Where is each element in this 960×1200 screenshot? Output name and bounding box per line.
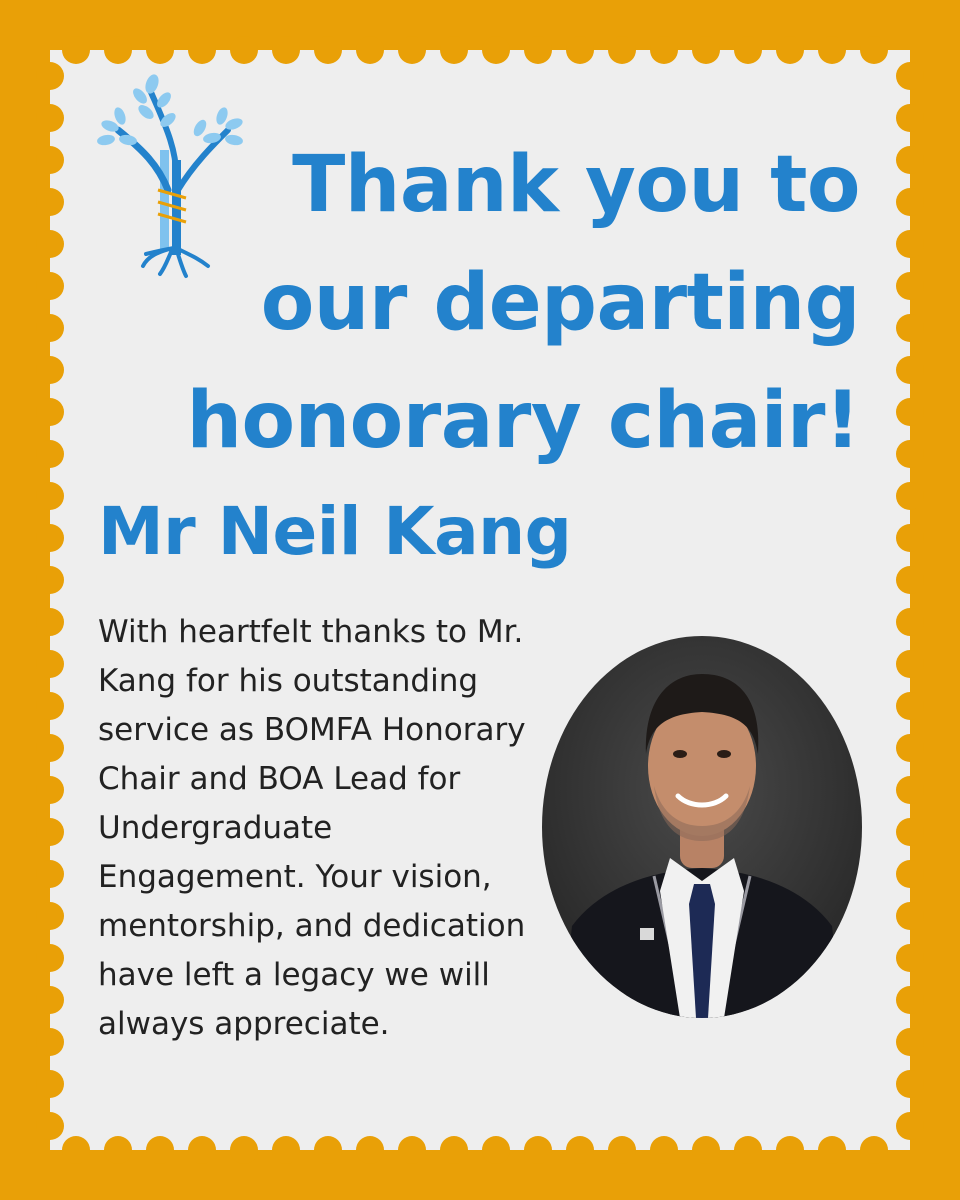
- title-line-3: honorary chair!: [186, 376, 860, 466]
- thank-you-message: With heartfelt thanks to Mr. Kang for his outstanding service as BOMFA Honorary Chair and BOA Lead for Undergraduate Engagement. Your vision, mentorship, and dedication have left a legacy we will always appreciate.: [98, 614, 526, 1042]
- page-title: [160, 126, 860, 480]
- title-line-2: our departing: [260, 258, 860, 348]
- title-line-1: Thank you to: [292, 140, 860, 230]
- portrait-photo: [542, 636, 862, 1018]
- honoree-name: Mr Neil Kang: [98, 493, 572, 570]
